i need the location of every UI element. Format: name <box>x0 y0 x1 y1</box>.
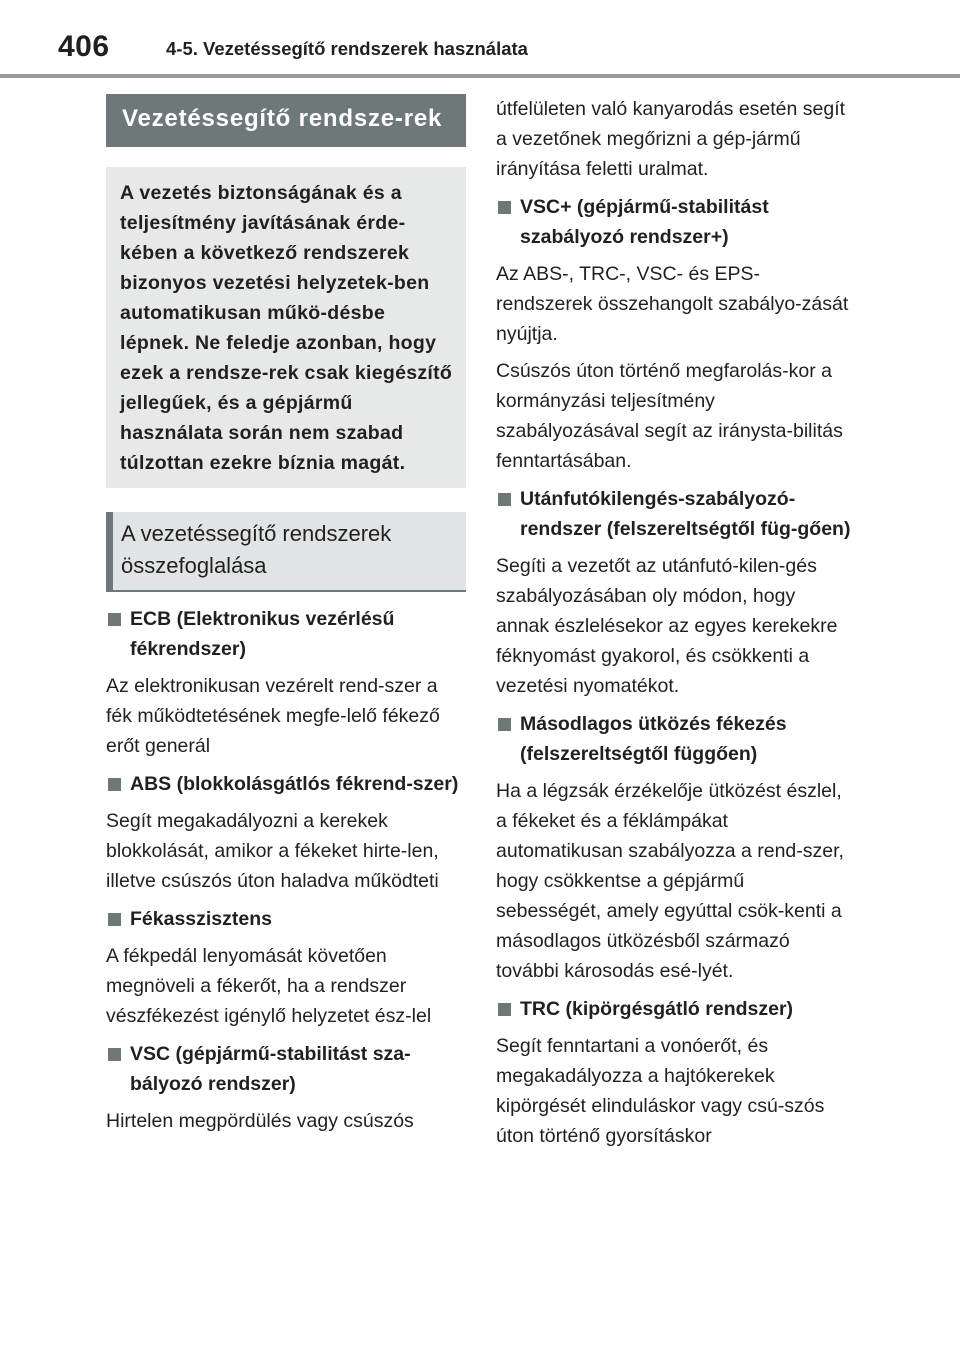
square-bullet-icon <box>496 994 520 1024</box>
item-title: Utánfutókilengés-szabályozó-rendszer (felszereltségtől füg-gően) <box>496 484 852 544</box>
item-body: Az ABS-, TRC-, VSC- és EPS-rendszerek összehangolt szabályo-zását nyújtja. <box>496 263 849 345</box>
square-bullet-icon <box>496 192 520 252</box>
item-title: ABS (blokkolásgátlós fékrend-szer) <box>106 769 466 799</box>
item-body: A fékpedál lenyomását követően megnöveli a fékerőt, ha a rendszer vészfékezést igénylő helyzetet ész-lel <box>106 945 432 1027</box>
item-body: Hirtelen megpördülés vagy csúszós <box>106 1110 414 1132</box>
item-body: Segít megakadályozni a kerekek blokkolását, amikor a fékeket hirte-len, illetve csúszós úton haladva működteti <box>106 810 439 892</box>
left-items <box>106 604 466 1136</box>
chapter-title-box: Vezetéssegítő rendsze-rek <box>106 94 466 147</box>
list-item <box>106 1039 466 1136</box>
page-number: 406 <box>58 30 110 63</box>
square-bullet-icon <box>106 604 130 664</box>
list-item <box>106 904 466 1031</box>
list-item <box>106 604 466 761</box>
intro-box: A vezetés biztonságának és a teljesítmény javításának érde-kében a következő rendszerek bizonyos vezetési helyzetek-ben automatikusan műkö-désbe lépnek. Ne feledje azonban, hogy ezek a rendsze-rek csak kiegészítő jellegűek, és a gépjármű használata során nem szabad túlzottan ezekre bíznia magát. <box>106 167 466 488</box>
item-title: TRC (kipörgésgátló rendszer) <box>496 994 852 1024</box>
list-item <box>496 192 852 476</box>
square-bullet-icon <box>106 769 130 799</box>
continued-text: útfelületen való kanyarodás esetén segít a vezetőnek megőrizni a gép-jármű irányítása feletti uralmat. <box>496 98 846 180</box>
square-bullet-icon <box>496 484 520 544</box>
header-divider <box>0 74 960 78</box>
item-title: ECB (Elektronikus vezérlésű fékrendszer) <box>106 604 466 664</box>
item-body: Az elektronikusan vezérelt rend-szer a fék működtetésének megfe-lelő fékező erőt generál <box>106 675 440 757</box>
summary-heading: A vezetéssegítő rendszerek összefoglalása <box>106 512 466 592</box>
item-title: Fékasszisztens <box>106 904 466 934</box>
list-item <box>496 484 852 701</box>
square-bullet-icon <box>106 1039 130 1099</box>
square-bullet-icon <box>496 709 520 769</box>
page-header <box>0 0 960 78</box>
item-title: Másodlagos ütközés fékezés (felszereltségtől függően) <box>496 709 852 769</box>
item-body: Segíti a vezetőt az utánfutó-kilen-gés szabályozásában oly módon, hogy annak észlelésekor az egyes kerekekre féknyomást gyakorol, és csökkenti a vezetési nyomatékot. <box>496 555 838 697</box>
item-body: Segít fenntartani a vonóerőt, és megakadályozza a hajtókerekek kipörgését elinduláskor vagy csú-szós úton történő gyorsításkor <box>496 1035 825 1147</box>
item-body: Ha a légzsák érzékelője ütközést észlel, a fékeket és a féklámpákat automatikusan szabályozza a rend-szer, hogy csökkentse a gépjármű sebességét, amely egyúttal csök-kenti a másodlagos ütközésből származó további károsodás esé-lyét. <box>496 780 844 982</box>
item-title: VSC+ (gépjármű-stabilitást szabályozó rendszer+) <box>496 192 852 252</box>
square-bullet-icon <box>106 904 130 934</box>
item-title: VSC (gépjármű-stabilitást sza-bályozó rendszer) <box>106 1039 466 1099</box>
left-column <box>106 94 466 1136</box>
section-title: 4-5. Vezetéssegítő rendszerek használata <box>166 38 528 59</box>
right-column <box>496 94 852 1151</box>
list-item <box>496 994 852 1151</box>
list-item <box>106 769 466 896</box>
item-body: Csúszós úton történő megfarolás-kor a kormányzási teljesítmény szabályozásával segít az iránysta-bilitás fenntartásában. <box>496 360 843 472</box>
list-item <box>496 709 852 986</box>
right-items <box>496 94 852 1151</box>
